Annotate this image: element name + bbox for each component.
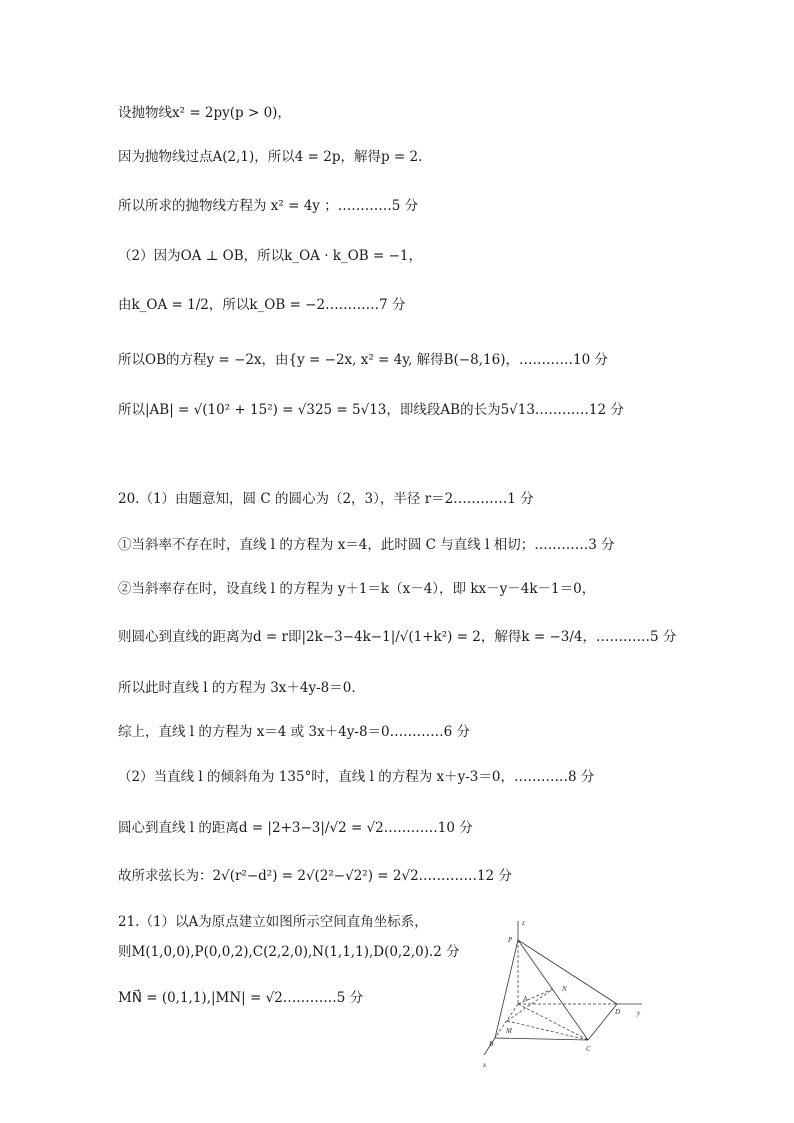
- text-line-3: 所以所求的抛物线方程为 x² = 4y ；…………5 分: [118, 198, 419, 214]
- text-line-17: 21.（1）以A为原点建立如图所示空间直角坐标系，: [118, 914, 428, 930]
- text-line-16: 故所求弦长为：2√(r²−d²) = 2√(2²−√2²) = 2√2.…………12 分: [118, 868, 512, 884]
- text-line-6: 所以OB的方程y = −2x，由{y = −2x, x² = 4y, 解得B(−8,16)，…………10 分: [118, 352, 608, 368]
- z-axis-label: z: [522, 919, 525, 927]
- point-d-label: D: [615, 1008, 621, 1016]
- text-line-9: ①当斜率不存在时，直线 l 的方程为 x＝4，此时圆 C 与直线 l 相切；…………3 分: [118, 537, 615, 553]
- text-line-11: 则圆心到直线的距离为d = r即|2k−3−4k−1|/√(1+k²) = 2，解得k = −3/4，…………5 分: [118, 629, 677, 645]
- text-line-1: 设抛物线x² = 2py(p > 0)，: [118, 105, 291, 121]
- x-axis-label: x: [483, 1061, 487, 1069]
- text-line-10: ②当斜率存在时，设直线 l 的方程为 y＋1＝k（x－4），即 kx－y－4k－1＝0，: [118, 581, 596, 597]
- text-line-4: （2）因为OA ⊥ OB，所以k_OA · k_OB = −1，: [118, 248, 423, 264]
- text-line-5: 由k_OA = 1/2，所以k_OB = −2…………7 分: [118, 297, 406, 313]
- text-line-14: （2）当直线 l 的倾斜角为 135°时，直线 l 的方程为 x＋y-3＝0，…………8 分: [118, 769, 595, 785]
- text-line-8: 20.（1）由题意知，圆 C 的圆心为（2，3），半径 r＝2…………1 分: [118, 491, 534, 507]
- point-a-label: A: [523, 995, 528, 1003]
- point-m-label: M: [506, 1027, 512, 1035]
- spatial-coordinate-figure: [470, 915, 650, 1070]
- text-line-15: 圆心到直线 l 的距离d = |2+3−3|/√2 = √2…………10 分: [118, 820, 473, 836]
- text-line-18: 则M(1,0,0),P(0,0,2),C(2,2,0),N(1,1,1),D(0,2,0).2 分: [118, 944, 460, 960]
- point-b-label: B: [489, 1040, 494, 1048]
- y-axis-label: y: [637, 1009, 641, 1017]
- text-line-13: 综上，直线 l 的方程为 x＝4 或 3x＋4y-8＝0…………6 分: [118, 724, 471, 740]
- text-line-7: 所以|AB| = √(10² + 15²) = √325 = 5√13，即线段AB的长为5√13…………12 分: [118, 402, 624, 418]
- point-c-label: C: [586, 1045, 591, 1053]
- text-line-2: 因为抛物线过点A(2,1)，所以4 = 2p，解得p = 2.: [118, 149, 423, 165]
- point-n-label: N: [562, 985, 567, 993]
- point-p-label: P: [508, 936, 513, 944]
- text-line-12: 所以此时直线 l 的方程为 3x＋4y-8＝0.: [118, 680, 356, 696]
- text-line-19: MN⃗ = (0,1,1),|MN| = √2…………5 分: [118, 990, 364, 1006]
